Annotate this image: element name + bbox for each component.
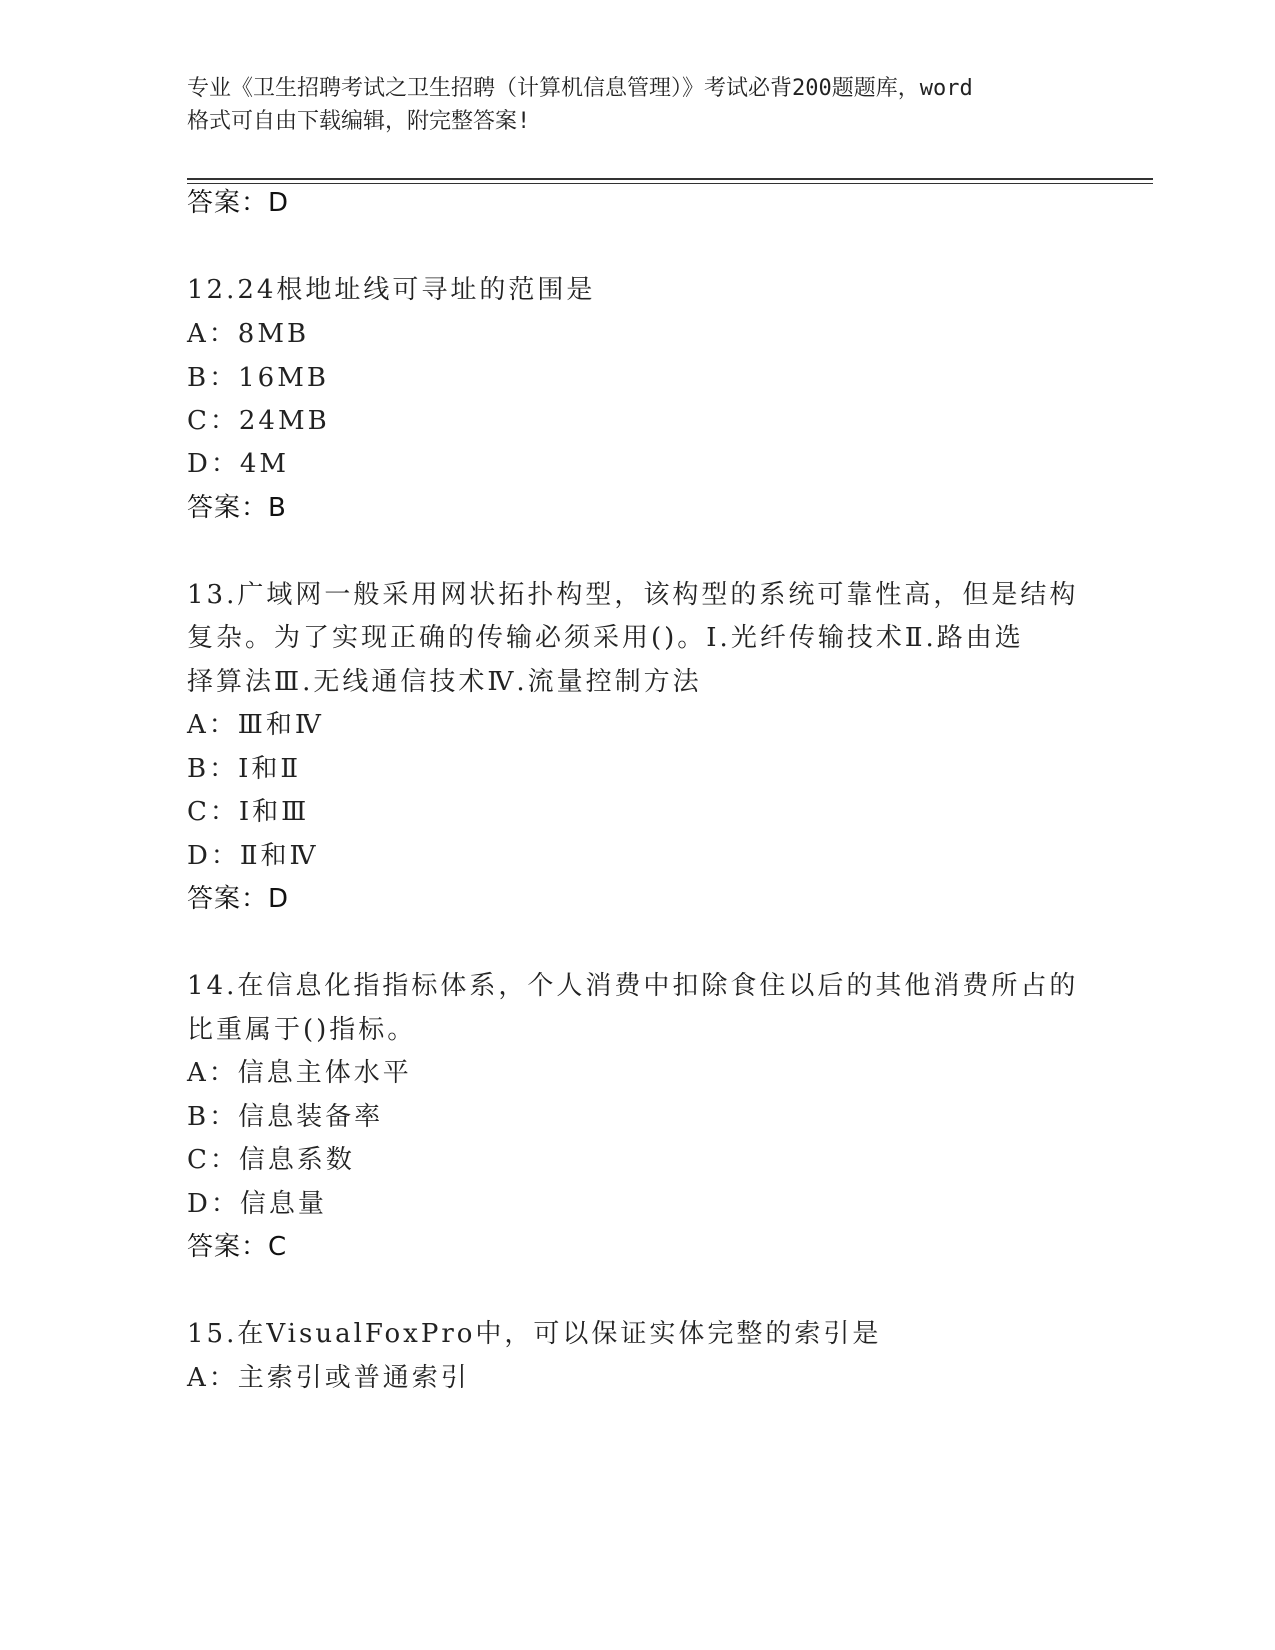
question-14-stem-line-2: 比重属于()指标。 xyxy=(187,1015,417,1045)
answer-13: 答案：D xyxy=(187,884,290,914)
question-13-option-d: D：Ⅱ和Ⅳ xyxy=(187,841,319,871)
question-14-stem-line-1: 14.在信息化指指标体系，个人消费中扣除食住以后的其他消费所占的 xyxy=(187,971,1079,1001)
question-13-option-b: B：Ⅰ和Ⅱ xyxy=(187,754,302,784)
question-15-stem: 15.在VisualFoxPro中，可以保证实体完整的索引是 xyxy=(187,1319,882,1349)
header-line-2: 格式可自由下载编辑，附完整答案! xyxy=(187,109,531,134)
question-14-option-a: A：信息主体水平 xyxy=(187,1058,412,1088)
header-divider-thick xyxy=(187,178,1153,180)
header-divider-thin xyxy=(187,183,1153,184)
question-13-option-a: A：Ⅲ和Ⅳ xyxy=(187,710,324,740)
answer-11: 答案：D xyxy=(187,188,290,218)
document-header xyxy=(187,72,1087,138)
question-13-option-c: C：Ⅰ和Ⅲ xyxy=(187,797,310,827)
answer-14: 答案：C xyxy=(187,1232,288,1262)
question-13-stem-line-2: 复杂。为了实现正确的传输必须采用()。Ⅰ.光纤传输技术Ⅱ.路由选 xyxy=(187,623,1024,653)
question-12-stem: 12.24根地址线可寻址的范围是 xyxy=(187,275,596,305)
question-13-stem-line-3: 择算法Ⅲ.无线通信技术Ⅳ.流量控制方法 xyxy=(187,667,702,697)
question-14-option-d: D：信息量 xyxy=(187,1189,327,1219)
question-14-option-b: B：信息装备率 xyxy=(187,1102,384,1132)
question-15-option-a: A：主索引或普通索引 xyxy=(187,1363,470,1393)
question-13-stem-line-1: 13.广域网一般采用网状拓扑构型，该构型的系统可靠性高，但是结构 xyxy=(187,580,1079,610)
question-12-option-c: C：24MB xyxy=(187,406,330,436)
question-12-option-b: B：16MB xyxy=(187,363,329,393)
question-12-option-a: A：8MB xyxy=(187,319,310,349)
question-14-option-c: C：信息系数 xyxy=(187,1145,355,1175)
question-12-option-d: D：4M xyxy=(187,449,290,479)
answer-12: 答案：B xyxy=(187,493,287,523)
header-line-1: 专业《卫生招聘考试之卫生招聘（计算机信息管理）》考试必背200题题库，word xyxy=(187,76,973,101)
